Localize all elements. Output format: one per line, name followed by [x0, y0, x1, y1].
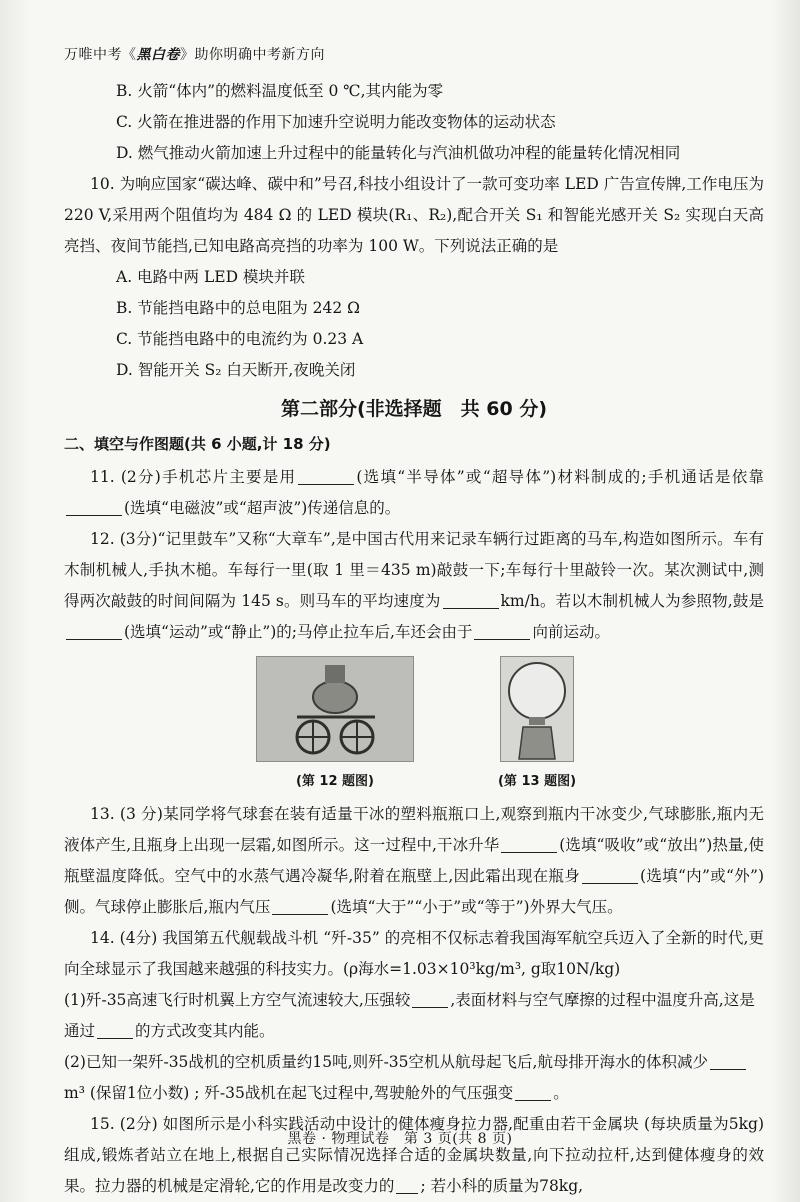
q13-text-2: (选填“吸收”或“放出”)热量,使瓶壁温度降低。空气中的水蒸气遇冷凝华,附着在瓶壁上,因此霜出现在瓶身 — [64, 836, 764, 885]
q14-1-text-2: ,表面材料与空气摩擦的过程中温度升高,这是通过 — [64, 991, 755, 1040]
q12-text-2: km/h。若以木制机械人为参照物,鼓是 — [500, 592, 764, 610]
q14-1-text-3: 的方式改变其内能。 — [135, 1022, 275, 1040]
q10-option-b: B. 节能挡电路中的总电阻为 242 Ω — [116, 299, 361, 317]
figure-12-caption: (第 12 题图) — [295, 774, 374, 789]
q11-text-2: (选填“半导体”或“超导体”)材料制成的;手机通话是依靠 — [356, 468, 764, 486]
q14-blank-3 — [710, 1051, 746, 1070]
q14-2-text-2: m³ (保留1位小数) ; 歼-35战机在起飞过程中,驾驶舱外的气压强变 — [64, 1084, 514, 1102]
figure-12 — [256, 656, 414, 797]
q12-blank-2 — [66, 621, 122, 640]
q13-text-3: (选填“内”或“外”)侧。气球停止膨胀后,瓶内气压 — [64, 867, 764, 916]
q14-blank-1 — [412, 989, 448, 1008]
q14-2-text-3: 。 — [553, 1084, 569, 1102]
q11-text-1: 11. (2分)手机芯片主要是用 — [90, 468, 297, 486]
header-brand: 黑白卷 — [136, 47, 180, 63]
q9-option-b: B. 火箭“体内”的燃料温度低至 0 ℃,其内能为零 — [116, 82, 444, 100]
q14-part-2 — [64, 1047, 764, 1109]
q14-blank-2 — [97, 1020, 133, 1039]
q14-stem: 14. (4分) 我国第五代舰载战斗机 “歼-35” 的亮相不仅标志着我国海军航空兵迈入了全新的时代,更向全球显示了我国越来越强的科技实力。(ρ海水=1.03×10³kg/m³, g取10N/kg) — [64, 929, 764, 978]
drum-cart-icon — [257, 657, 413, 761]
q14-2-text-1: (2)已知一架歼-35战机的空机质量约15吨,则歼-35空机从航母起飞后,航母排开海水的体积减少 — [64, 1053, 708, 1071]
q10-option-d: D. 智能开关 S₂ 白天断开,夜晚关闭 — [116, 361, 356, 379]
q10-stem: 10. 为响应国家“碳达峰、碳中和”号召,科技小组设计了一款可变功率 LED 广告宣传牌,工作电压为 220 V,采用两个阻值均为 484 Ω 的 LED 模块(R₁、R₂),配合开关 S₁ 和智能光感开关 S₂ 实现白天高亮挡、夜间节能挡,已知电路高亮挡的功率为 100 W。下列说法正确的是 — [64, 175, 764, 255]
q11-blank-1 — [298, 466, 354, 485]
q12-text-1: 12. (3分)“记里鼓车”又称“大章车”,是中国古代用来记录车辆行过距离的马车,构造如图所示。车有木制机械人,手执木槌。车每行一里(取 1 里＝435 m)敲鼓一下;车每行十里敲铃一次。某次测试中,测得两次敲鼓的时间间隔为 145 s。则马车的平均速度为 — [64, 530, 764, 610]
q12 — [64, 524, 764, 648]
q13-blank-2 — [582, 865, 638, 884]
q12-text-4: 向前运动。 — [532, 623, 610, 641]
q15-blank-1 — [396, 1175, 418, 1194]
page-content — [64, 76, 764, 1202]
q15-text-1: 15. (2分) 如图所示是小科实践活动中设计的健体瘦身拉力器,配重由若干金属块 (每块质量为5kg) 组成,锻炼者站立在地上,根据自己实际情况选择合适的金属块数量,向下拉动拉杆,达到健体瘦身的效果。拉力器的机械是定滑轮,它的作用是改变力的 — [64, 1115, 764, 1195]
header-suffix: 》助你明确中考新方向 — [180, 47, 325, 63]
q13-text-4: (选填“大于”“小于”或“等于”)外界大气压。 — [330, 898, 623, 916]
part2-title: 第二部分(非选择题 共 60 分) — [280, 398, 548, 420]
q9-option-c: C. 火箭在推进器的作用下加速升空说明力能改变物体的运动状态 — [116, 113, 556, 131]
q9-option-d: D. 燃气推动火箭加速上升过程中的能量转化与汽油机做功冲程的能量转化情况相同 — [116, 144, 681, 162]
q13 — [64, 799, 764, 923]
figure-13 — [498, 656, 576, 797]
drum-cart-image — [256, 656, 414, 762]
q14-part-1 — [64, 985, 764, 1047]
q12-blank-1 — [443, 590, 499, 609]
q13-text-1: 13. (3 分)某同学将气球套在装有适量干冰的塑料瓶瓶口上,观察到瓶内干冰变少,气球膨胀,瓶内无液体产生,且瓶身上出现一层霜,如图所示。这一过程中,干冰升华 — [64, 805, 764, 854]
q15-text-2: ; 若小科的质量为78kg, — [420, 1177, 584, 1195]
q11-blank-2 — [66, 497, 122, 516]
q10-option-c: C. 节能挡电路中的电流约为 0.23 A — [116, 330, 364, 348]
balloon-bottle-image — [500, 656, 574, 762]
page-footer: 黑卷 · 物理试卷 第 3 页(共 8 页) — [287, 1131, 513, 1147]
q12-text-3: (选填“运动”或“静止”)的;马停止拉车后,车还会由于 — [124, 623, 473, 641]
q13-blank-1 — [501, 834, 557, 853]
q11-text-3: (选填“电磁波”或“超声波”)传递信息的。 — [124, 499, 401, 517]
header-prefix: 万唯中考《 — [64, 47, 137, 63]
q12-blank-3 — [474, 621, 530, 640]
q15 — [64, 1109, 764, 1202]
q13-blank-3 — [272, 896, 328, 915]
figure-row — [64, 656, 764, 797]
figure-13-caption: (第 13 题图) — [497, 774, 577, 789]
q14-blank-4 — [515, 1082, 551, 1101]
balloon-bottle-icon — [501, 657, 573, 761]
q11 — [64, 462, 764, 524]
section-heading: 二、填空与作图题(共 6 小题,计 18 分) — [64, 435, 331, 453]
page-header — [64, 44, 325, 64]
q10-option-a: A. 电路中两 LED 模块并联 — [116, 268, 305, 286]
q14-1-text-1: (1)歼-35高速飞行时机翼上方空气流速较大,压强较 — [64, 991, 411, 1009]
